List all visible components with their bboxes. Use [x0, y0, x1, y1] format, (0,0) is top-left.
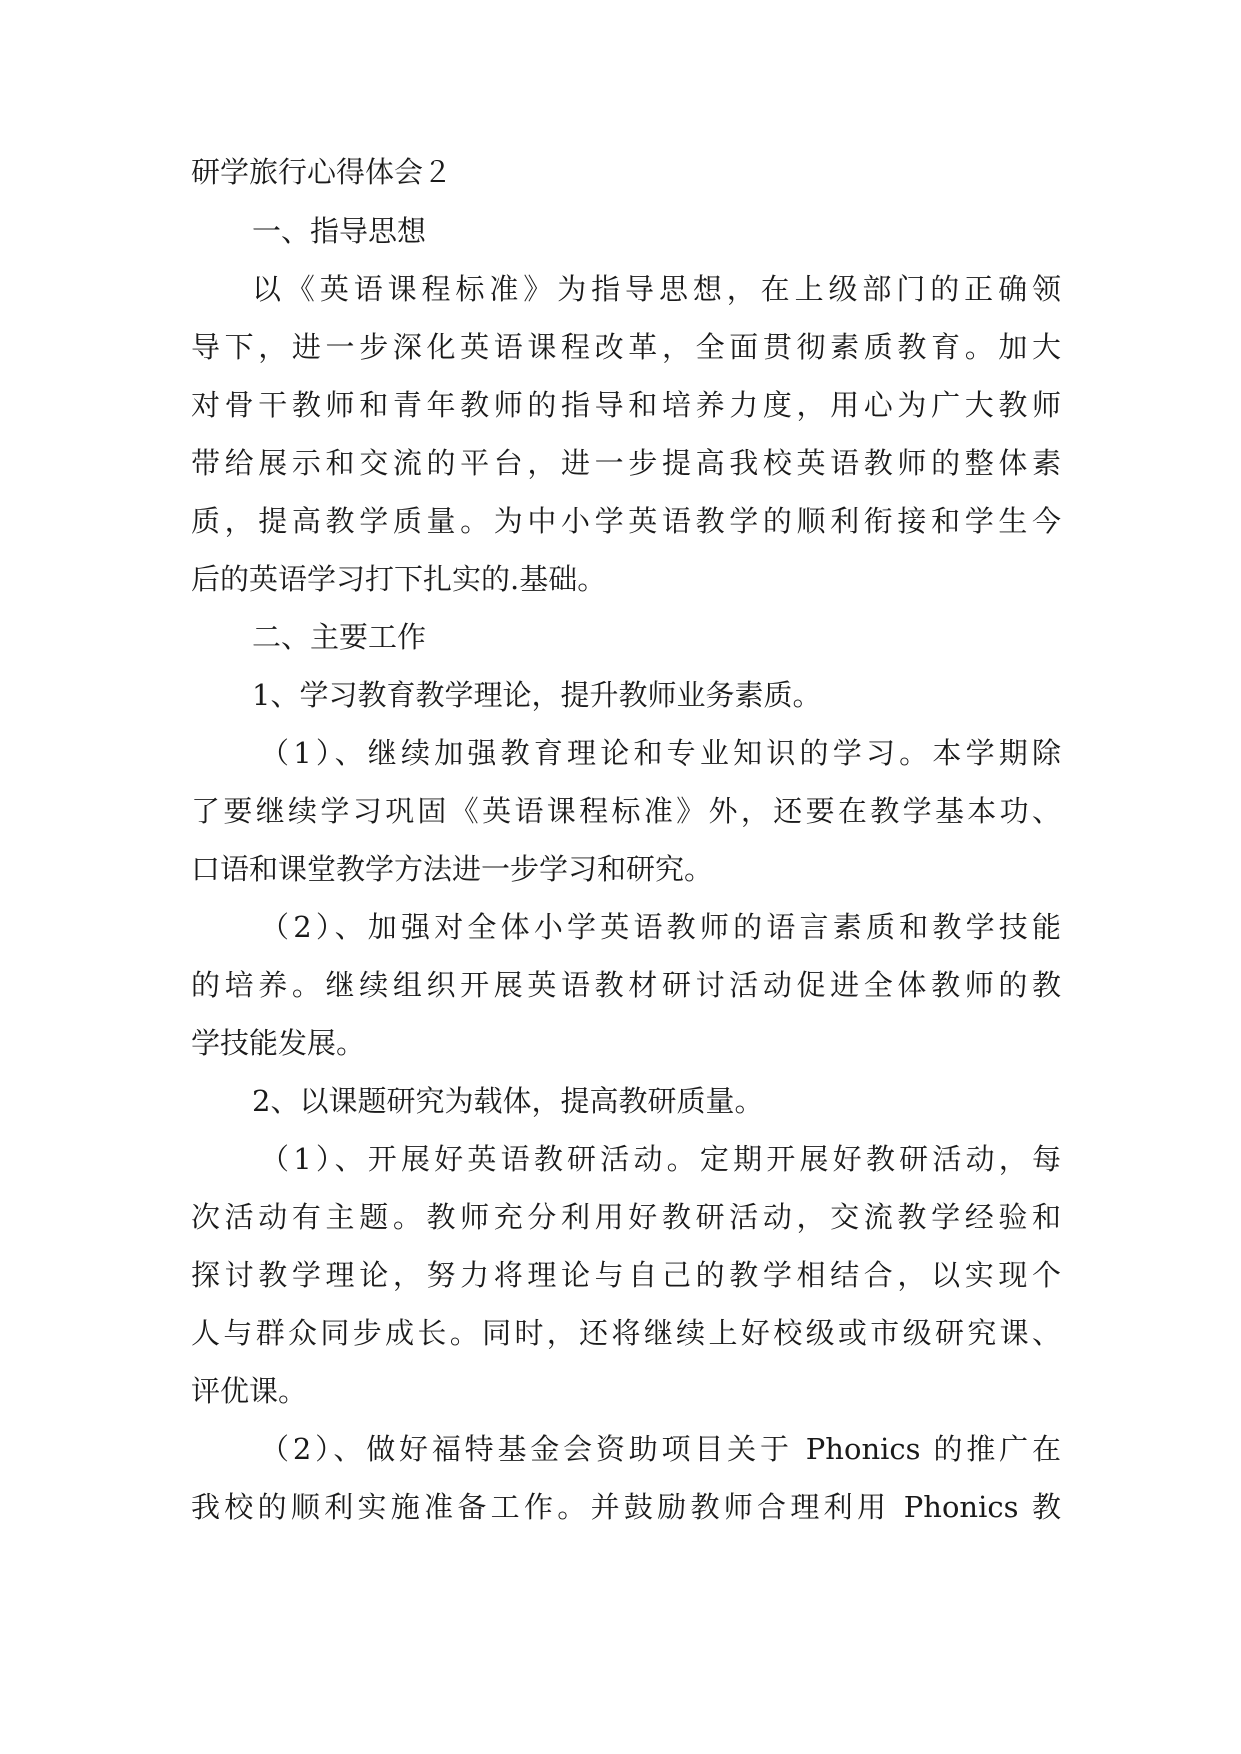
- paragraph-line: 口语和课堂教学方法进一步学习和研究。: [191, 852, 714, 886]
- paragraph-line: （2）、做好福特基金会资助项目关于 Phonics 的推广在: [260, 1432, 1061, 1466]
- subsection-heading-1: 1、学习教育教学理论，提升教师业务素质。: [252, 678, 822, 712]
- subsection-heading-2: 2、以课题研究为载体，提高教研质量。: [252, 1084, 764, 1118]
- paragraph-line: （1）、继续加强教育理论和专业知识的学习。本学期除: [260, 736, 1061, 770]
- paragraph-line: 我校的顺利实施准备工作。并鼓励教师合理利用 Phonics 教: [191, 1490, 1061, 1524]
- paragraph-line: 带给展示和交流的平台，进一步提高我校英语教师的整体素: [191, 446, 1061, 480]
- paragraph-line: 评优课。: [191, 1374, 308, 1408]
- paragraph-line: 质，提高教学质量。为中小学英语教学的顺利衔接和学生今: [191, 504, 1061, 538]
- section-heading-1: 一、指导思想: [252, 214, 427, 248]
- paragraph-line: 了要继续学习巩固《英语课程标准》外，还要在教学基本功、: [191, 794, 1061, 828]
- paragraph-line: 导下，进一步深化英语课程改革，全面贯彻素质教育。加大: [191, 330, 1061, 364]
- paragraph-line: 学技能发展。: [191, 1026, 366, 1060]
- paragraph-line: （2）、加强对全体小学英语教师的语言素质和教学技能: [260, 910, 1061, 944]
- paragraph-line: 探讨教学理论，努力将理论与自己的教学相结合，以实现个: [191, 1258, 1061, 1292]
- paragraph-line: 的培养。继续组织开展英语教材研讨活动促进全体教师的教: [191, 968, 1061, 1002]
- document-title: 研学旅行心得体会２: [191, 155, 453, 189]
- paragraph-line: 人与群众同步成长。同时，还将继续上好校级或市级研究课、: [191, 1316, 1061, 1350]
- paragraph-line: 对骨干教师和青年教师的指导和培养力度，用心为广大教师: [191, 388, 1061, 422]
- paragraph-line: 以《英语课程标准》为指导思想，在上级部门的正确领: [252, 272, 1061, 306]
- section-heading-2: 二、主要工作: [252, 620, 427, 654]
- paragraph-line: 后的英语学习打下扎实的.基础。: [191, 562, 607, 596]
- paragraph-line: （1）、开展好英语教研活动。定期开展好教研活动，每: [260, 1142, 1061, 1176]
- paragraph-line: 次活动有主题。教师充分利用好教研活动，交流教学经验和: [191, 1200, 1061, 1234]
